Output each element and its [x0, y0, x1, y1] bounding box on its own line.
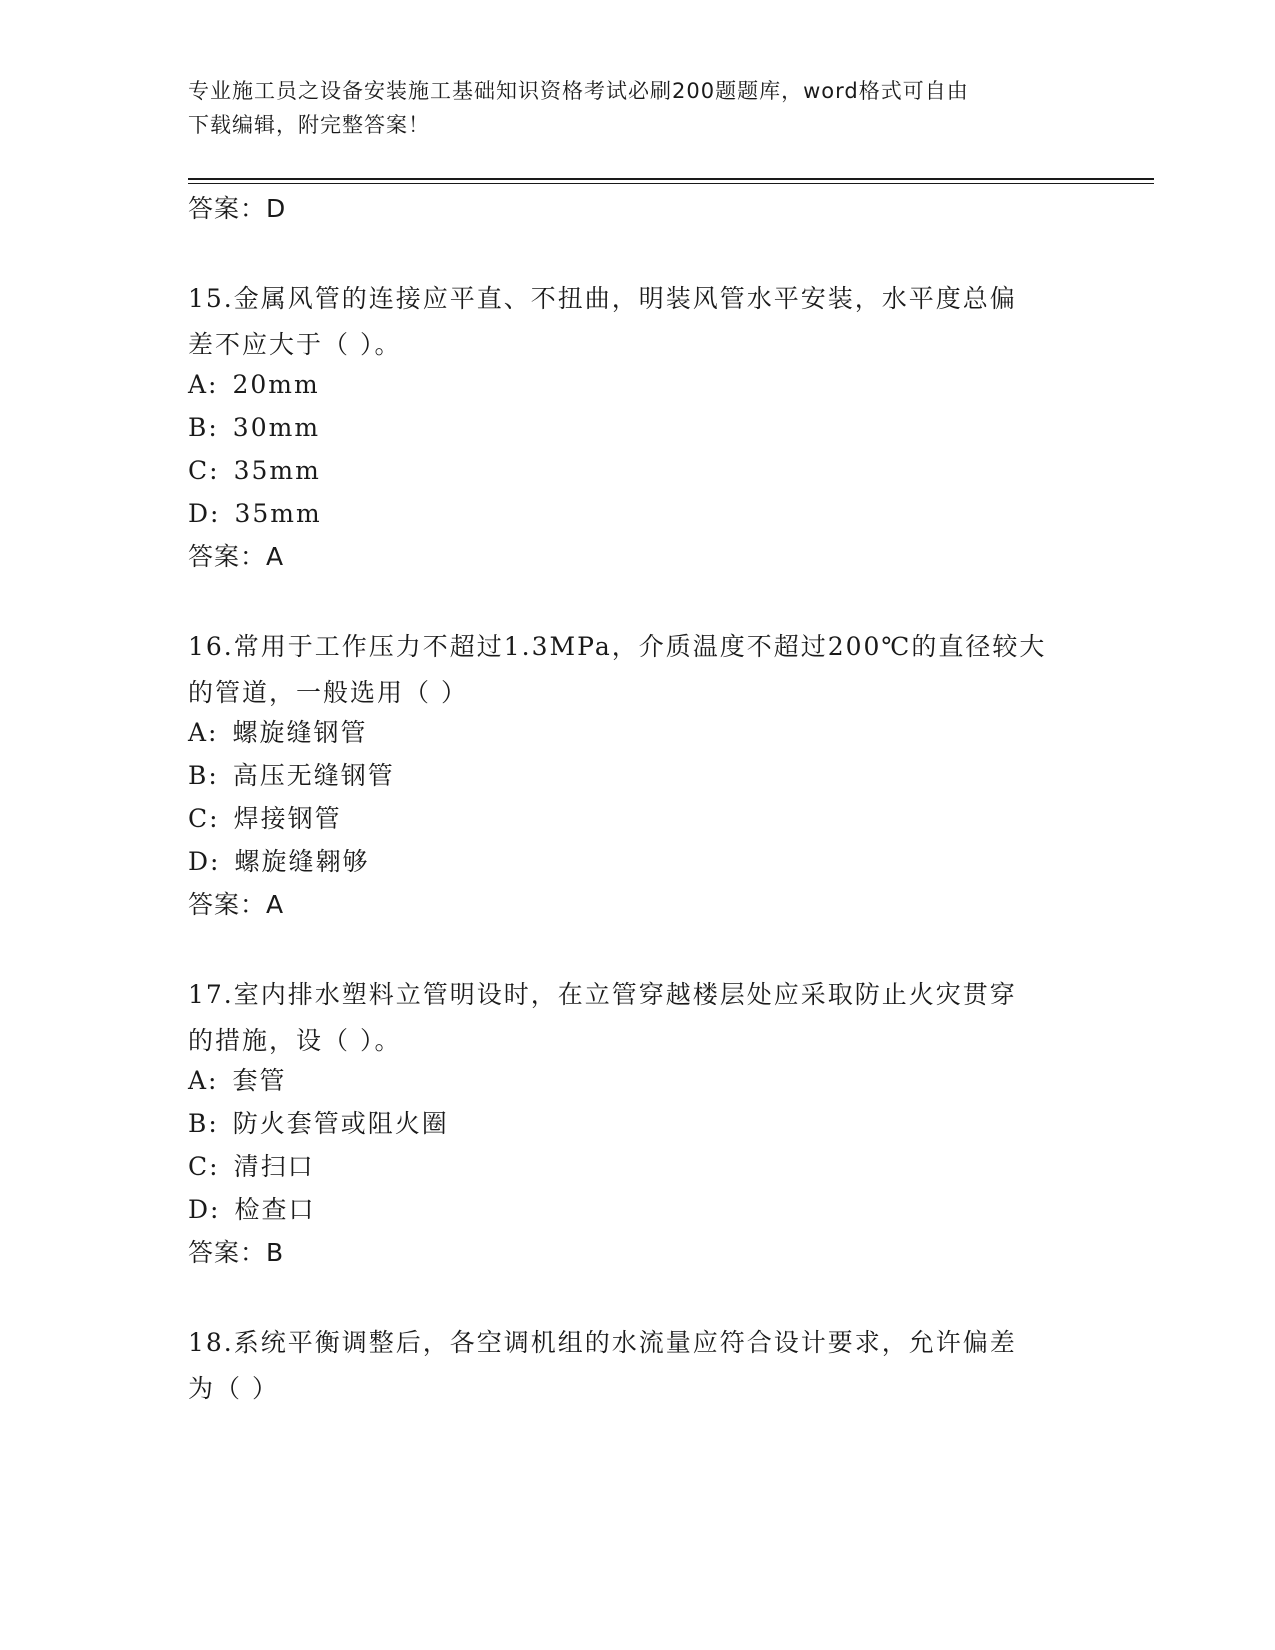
header-divider-thick: [188, 178, 1154, 180]
document-header: [188, 74, 1068, 142]
option-key: A:: [188, 718, 219, 747]
question-15-option-c: [188, 454, 321, 488]
question-16-option-d: [188, 845, 369, 879]
option-text: 20mm: [232, 370, 320, 399]
option-text: 35mm: [234, 499, 322, 528]
option-key: C:: [188, 804, 220, 833]
question-16-option-a: [188, 716, 368, 750]
question-18-stem: [188, 1320, 1088, 1412]
option-text: 35mm: [233, 456, 321, 485]
option-text: 检查口: [234, 1195, 316, 1224]
option-text: 螺旋缝翱够: [234, 847, 370, 876]
question-18-line-1: 18.系统平衡调整后，各空调机组的水流量应符合设计要求，允许偏差: [188, 1328, 1017, 1357]
option-text: 清扫口: [233, 1152, 315, 1181]
option-key: C:: [188, 1152, 220, 1181]
question-15-line-2: 差不应大于（ ）。: [188, 330, 402, 359]
option-key: D:: [188, 847, 221, 876]
question-17-option-b: [188, 1107, 449, 1141]
option-key: C:: [188, 456, 220, 485]
header-divider-thin: [188, 183, 1154, 184]
question-16-stem: [188, 624, 1088, 716]
option-text: 高压无缝钢管: [232, 761, 395, 790]
question-17-line-2: 的措施，设（ ）。: [188, 1026, 402, 1055]
question-15-option-a: [188, 368, 320, 402]
question-17-option-c: [188, 1150, 315, 1184]
question-15-option-d: [188, 497, 322, 531]
option-key: B:: [188, 1109, 219, 1138]
question-17-line-1: 17.室内排水塑料立管明设时，在立管穿越楼层处应采取防止火灾贯穿: [188, 980, 1017, 1009]
option-text: 螺旋缝钢管: [232, 718, 368, 747]
question-15-line-1: 15.金属风管的连接应平直、不扭曲，明装风管水平安装，水平度总偏: [188, 284, 1017, 313]
question-18-line-2: 为（ ）: [188, 1374, 279, 1403]
option-key: D:: [188, 1195, 221, 1224]
question-16-option-c: [188, 802, 342, 836]
option-key: B:: [188, 413, 219, 442]
option-text: 焊接钢管: [233, 804, 342, 833]
header-line-2: 下载编辑，附完整答案！: [188, 113, 430, 137]
header-line-1: 专业施工员之设备安装施工基础知识资格考试必刷200题题库，word格式可自由: [188, 79, 969, 103]
option-key: D:: [188, 499, 221, 528]
question-16-line-2: 的管道，一般选用（ ）: [188, 678, 468, 707]
option-text: 防火套管或阻火圈: [232, 1109, 449, 1138]
question-17-option-d: [188, 1193, 315, 1227]
answer-q17: 答案：B: [188, 1238, 285, 1267]
option-key: B:: [188, 761, 219, 790]
question-17-option-a: [188, 1064, 287, 1098]
option-text: 套管: [232, 1066, 287, 1095]
question-17-stem: [188, 972, 1088, 1064]
question-15-stem: [188, 276, 1088, 368]
option-key: A:: [188, 370, 219, 399]
answer-q16: 答案：A: [188, 890, 285, 919]
option-key: A:: [188, 1066, 219, 1095]
option-text: 30mm: [232, 413, 321, 442]
question-16-line-1: 16.常用于工作压力不超过1.3MPa，介质温度不超过200℃的直径较大: [188, 632, 1047, 661]
answer-q15: 答案：A: [188, 542, 285, 571]
answer-q14: 答案：D: [188, 194, 287, 223]
question-15-option-b: [188, 411, 320, 445]
question-16-option-b: [188, 759, 395, 793]
